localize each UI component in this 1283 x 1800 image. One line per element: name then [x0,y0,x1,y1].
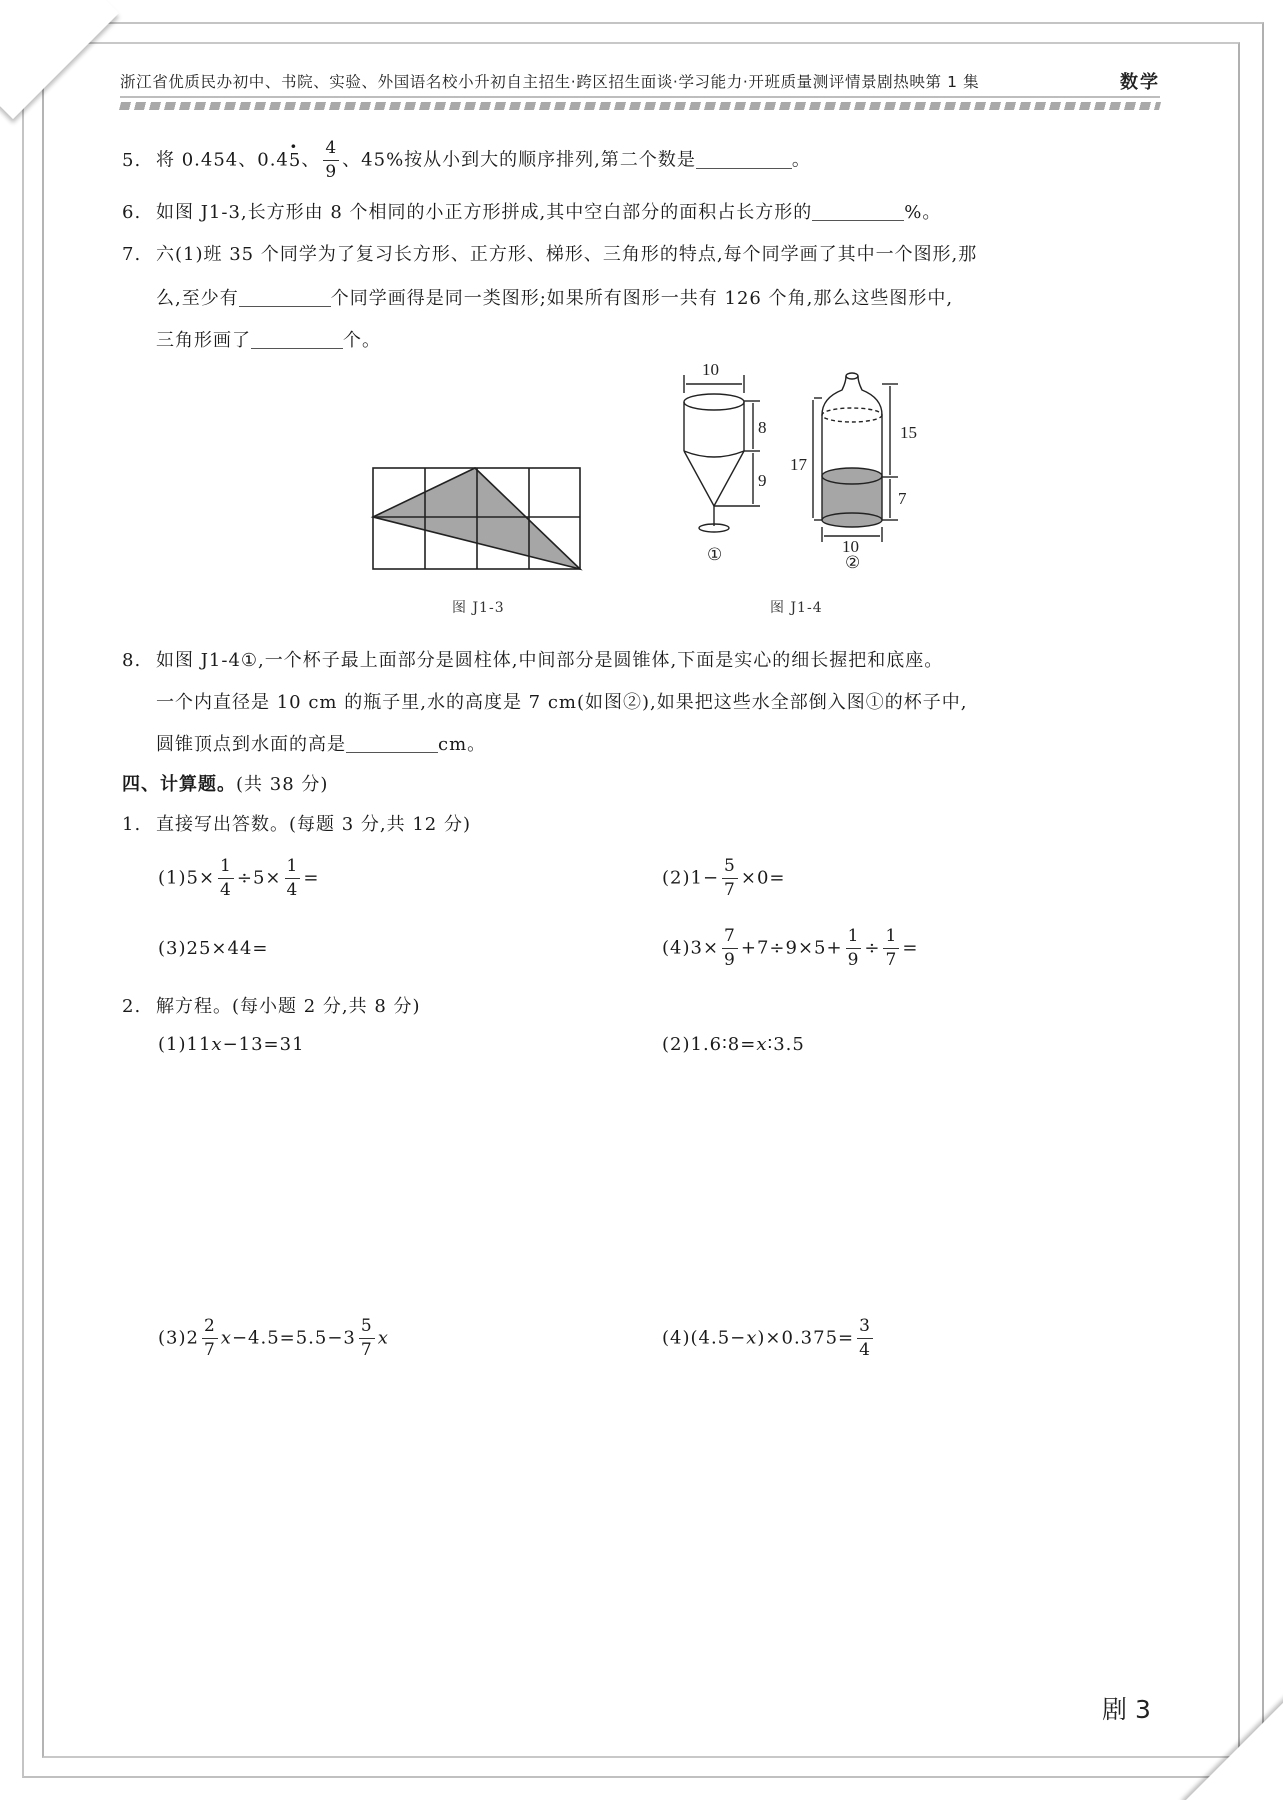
fraction [323,140,339,181]
calc-2-item-3 [158,1318,389,1359]
header-title: 浙江省优质民办初中、书院、实验、外国语名校小升初自主招生·跨区招生面谈·学习能力·开班质量测评情景剧热映第 1 集 [120,73,980,91]
question-number: 7. [122,244,142,265]
separator: 、 [301,149,321,171]
header-subject: 数学 [1120,72,1160,93]
question-text: 将 0.454、0.4 [156,149,289,171]
question-text: 三角形画了 [156,330,251,351]
variable: x [211,1034,223,1055]
question-text: 一个内直径是 10 cm 的瓶子里,水的高度是 7 cm(如图②),如果把这些水全部倒入图①的杯子中, [156,692,968,713]
numerator: 3 [857,1318,873,1339]
expr: 2 [186,1327,199,1349]
expr: 3× [690,937,720,959]
answer-blank[interactable] [696,151,792,169]
question-number: 6. [122,202,142,223]
calc-2-title [122,992,421,1018]
variable: x [377,1327,389,1349]
expr: 5× [186,867,216,889]
numerator: 5 [359,1318,375,1339]
question-text: 六(1)班 35 个同学为了复习长方形、正方形、梯形、三角形的特点,每个同学画了其中一个图形,那 [156,244,978,265]
bottle-diameter-label: 10 [842,537,859,556]
denominator: 7 [203,1340,216,1360]
denominator: 7 [885,950,898,970]
header-rule [120,96,1160,98]
numerator: 1 [218,858,234,879]
expr: ∶3.5 [767,1034,805,1055]
cup-cone-height-label: 9 [758,471,767,490]
question-text: 圆锥顶点到水面的高是 [156,734,346,755]
question-8-line-3 [156,730,486,756]
question-text: 、45%按从小到大的顺序排列,第二个数是 [342,149,696,171]
fraction [359,1318,375,1359]
bottle-water-height-label: 7 [898,489,907,508]
bottle-figure-label: ② [845,553,861,572]
numerator: 7 [722,928,738,949]
calc-2-item-4 [662,1318,876,1359]
calc-1-title [122,810,471,836]
cup-diameter-label: 10 [702,360,719,379]
bottle-mouth [846,373,858,379]
question-7-line-1 [122,240,977,266]
calc-2-item-1 [158,1034,305,1055]
figure-j1-4-caption: 图 J1-4 [770,600,823,616]
denominator: 4 [220,880,232,900]
bottle-shoulder-dashed [822,408,882,422]
denominator: 7 [360,1340,373,1360]
cone-side [714,451,744,506]
expr: 25×44= [186,938,269,959]
bottle-total-height-label: 17 [790,455,807,474]
numerator: 4 [323,140,339,161]
calc-1-item-1 [158,858,319,899]
fraction [846,928,862,969]
section-points: (共 38 分) [236,774,329,795]
question-text: 么,至少有 [156,288,239,309]
expr: +7÷9×5+ [740,937,843,959]
fraction [857,1318,873,1359]
item-label: (3) [158,1327,187,1349]
item-label: (3) [158,938,187,959]
expr: −13=31 [222,1034,305,1055]
denominator: 7 [724,880,736,900]
answer-blank[interactable] [251,331,343,349]
numerator: 1 [883,928,899,949]
denominator: 4 [286,880,299,900]
calc-2-item-2 [662,1034,805,1055]
item-label: (2) [662,1034,691,1055]
question-text: 解方程。(每小题 2 分,共 8 分) [156,996,421,1017]
question-text: 个同学画得是同一类图形;如果所有图形一共有 126 个角,那么这些图形中, [330,288,954,309]
expr: = [902,937,919,959]
question-text: 如图 J1-4①,一个杯子最上面部分是圆柱体,中间部分是圆锥体,下面是实心的细长握把和底座。 [156,650,944,671]
question-number: 1. [122,814,142,835]
water-bottom [822,513,882,527]
page-number: 剧 3 [1102,1695,1151,1724]
fraction [722,858,738,899]
fraction [285,858,301,899]
answer-blank[interactable] [239,289,331,307]
expr: ÷5× [236,867,282,889]
question-text: 直接写出答数。(每题 3 分,共 12 分) [156,814,472,835]
item-label: (2) [662,867,691,889]
question-number: 5. [122,149,142,171]
question-7-line-3 [156,326,381,352]
calc-1-item-4 [662,928,918,969]
denominator: 4 [859,1340,871,1360]
numerator: 2 [202,1318,218,1339]
expr: = [303,867,320,889]
item-label: (1) [158,1034,187,1055]
cup-figure-label: ① [707,545,723,564]
cup-cylinder-bottom [684,451,744,457]
expr: −4.5=5.5−3 [231,1327,356,1349]
numerator: 1 [846,928,862,949]
expr: 1.6∶8= [690,1034,757,1055]
answer-blank[interactable] [812,203,904,221]
figure-j1-4 [660,360,920,580]
question-8-line-1 [122,646,943,672]
section-4-heading [122,770,328,796]
expr: 11 [186,1034,212,1055]
question-text: 。 [791,149,811,171]
bottle-neck [822,376,882,415]
expr: ÷ [864,937,881,959]
page-header [120,66,1160,106]
repeating-decimal-digit: · 5 [289,150,301,171]
answer-blank[interactable] [346,735,438,753]
question-number: 2. [122,996,142,1017]
question-number: 8. [122,650,142,671]
denominator: 9 [724,950,736,970]
question-7-line-2 [156,284,953,310]
numerator: 5 [722,858,738,879]
cup-top-ellipse [684,394,744,410]
fraction [883,928,899,969]
question-8-line-2 [156,688,967,714]
expr: )×0.375= [757,1327,855,1349]
denominator: 9 [325,162,338,182]
bottle-air-height-label: 15 [900,423,917,442]
variable: x [220,1327,232,1349]
variable: x [746,1327,758,1349]
section-title: 四、计算题。 [122,774,236,795]
question-text: cm。 [438,734,487,755]
bottle-figure [813,373,898,542]
numerator: 1 [285,858,301,879]
cup-cylinder-height-label: 8 [758,418,767,437]
figure-j1-3 [370,465,586,575]
question-5 [122,140,811,181]
water-surface [822,468,882,484]
question-text: %。 [904,202,942,223]
header-dashed-band [119,102,1161,110]
fraction [202,1318,218,1359]
item-label: (4) [662,937,691,959]
expr: 1− [690,867,720,889]
cone-side [684,451,714,506]
question-text: 个。 [343,330,381,351]
item-label: (1) [158,867,187,889]
cup-figure [684,375,760,532]
item-label: (4) [662,1327,691,1349]
question-6 [122,198,941,224]
figure-j1-3-caption: 图 J1-3 [452,600,505,616]
variable: x [756,1034,768,1055]
expr: (4.5− [690,1327,747,1349]
question-text: 如图 J1-3,长方形由 8 个相同的小正方形拼成,其中空白部分的面积占长方形的 [156,202,813,223]
expr: ×0= [740,867,786,889]
calc-1-item-3 [158,938,268,959]
fraction [722,928,738,969]
denominator: 9 [847,950,860,970]
calc-1-item-2 [662,858,786,899]
fraction [218,858,234,899]
